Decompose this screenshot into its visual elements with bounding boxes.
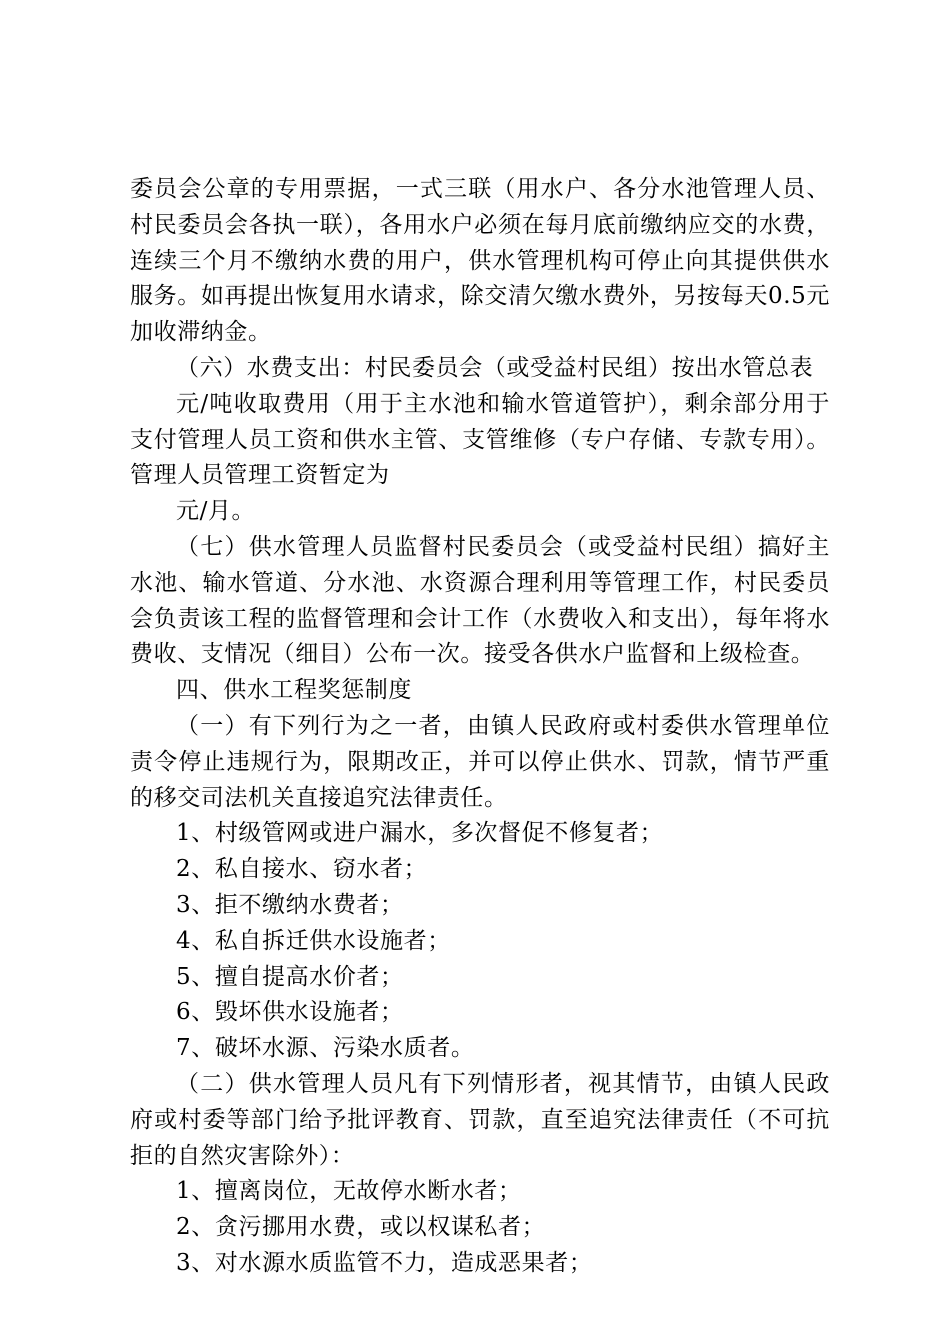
- paragraph-seven-supervision: （七）供水管理人员监督村民委员会（或受益村民组）搞好主水池、输水管道、分水池、水资源合理利用等管理工作，村民委员会负责该工程的监督管理和会计工作（水费收入和支出），每年将水费收、支情况（细目）公布一次。接受各供水户监督和上级检查。: [130, 533, 830, 668]
- paragraph-one-violations: （一）有下列行为之一者，由镇人民政府或村委供水管理单位责令停止违规行为，限期改正，并可以停止供水、罚款，情节严重的移交司法机关直接追究法律责任。: [130, 712, 830, 811]
- paragraph-six-monthly: 元/月。: [176, 498, 256, 525]
- paragraph-two-staff-conduct: （二）供水管理人员凡有下列情形者，视其情节，由镇人民政府或村委等部门给予批评教育、罚款，直至追究法律责任（不可抗拒的自然灾害除外）：: [130, 1070, 830, 1169]
- list-item-violation-2: 2、私自接水、窃水者；: [176, 856, 428, 883]
- list-item-staff-1: 1、擅离岗位，无故停水断水者；: [176, 1178, 522, 1205]
- list-item-violation-3: 3、拒不缴纳水费者；: [176, 891, 404, 918]
- section-heading-rewards-penalties: 四、供水工程奖惩制度: [176, 677, 412, 704]
- list-item-violation-5: 5、擅自提高水价者；: [176, 963, 404, 990]
- document-body: [130, 172, 830, 1282]
- list-item-staff-3: 3、对水源水质监管不力，造成恶果者；: [176, 1249, 593, 1276]
- list-item-violation-1: 1、村级管网或进户漏水，多次督促不修复者；: [176, 820, 664, 847]
- list-item-violation-4: 4、私自拆迁供水设施者；: [176, 927, 451, 954]
- paragraph-six-rate: 元/吨收取费用（用于主水池和输水管道管护），剩余部分用于支付管理人员工资和供水主管、支管维修（专户存储、专款专用）。管理人员管理工资暂定为: [130, 390, 830, 489]
- list-item-violation-7: 7、破坏水源、污染水质者。: [176, 1035, 475, 1062]
- paragraph-billing-continued: 委员会公章的专用票据，一式三联（用水户、各分水池管理人员、村民委员会各执一联），各用水户必须在每月底前缴纳应交的水费，连续三个月不缴纳水费的用户，供水管理机构可停止向其提供供水服务。如再提出恢复用水请求，除交清欠缴水费外，另按每天0.5元加收滞纳金。: [130, 176, 830, 346]
- list-item-staff-2: 2、贪污挪用水费，或以权谋私者；: [176, 1214, 546, 1241]
- paragraph-six-expenditure: （六）水费支出：村民委员会（或受益村民组）按出水管总表: [176, 354, 814, 381]
- list-item-violation-6: 6、毁坏供水设施者；: [176, 999, 404, 1026]
